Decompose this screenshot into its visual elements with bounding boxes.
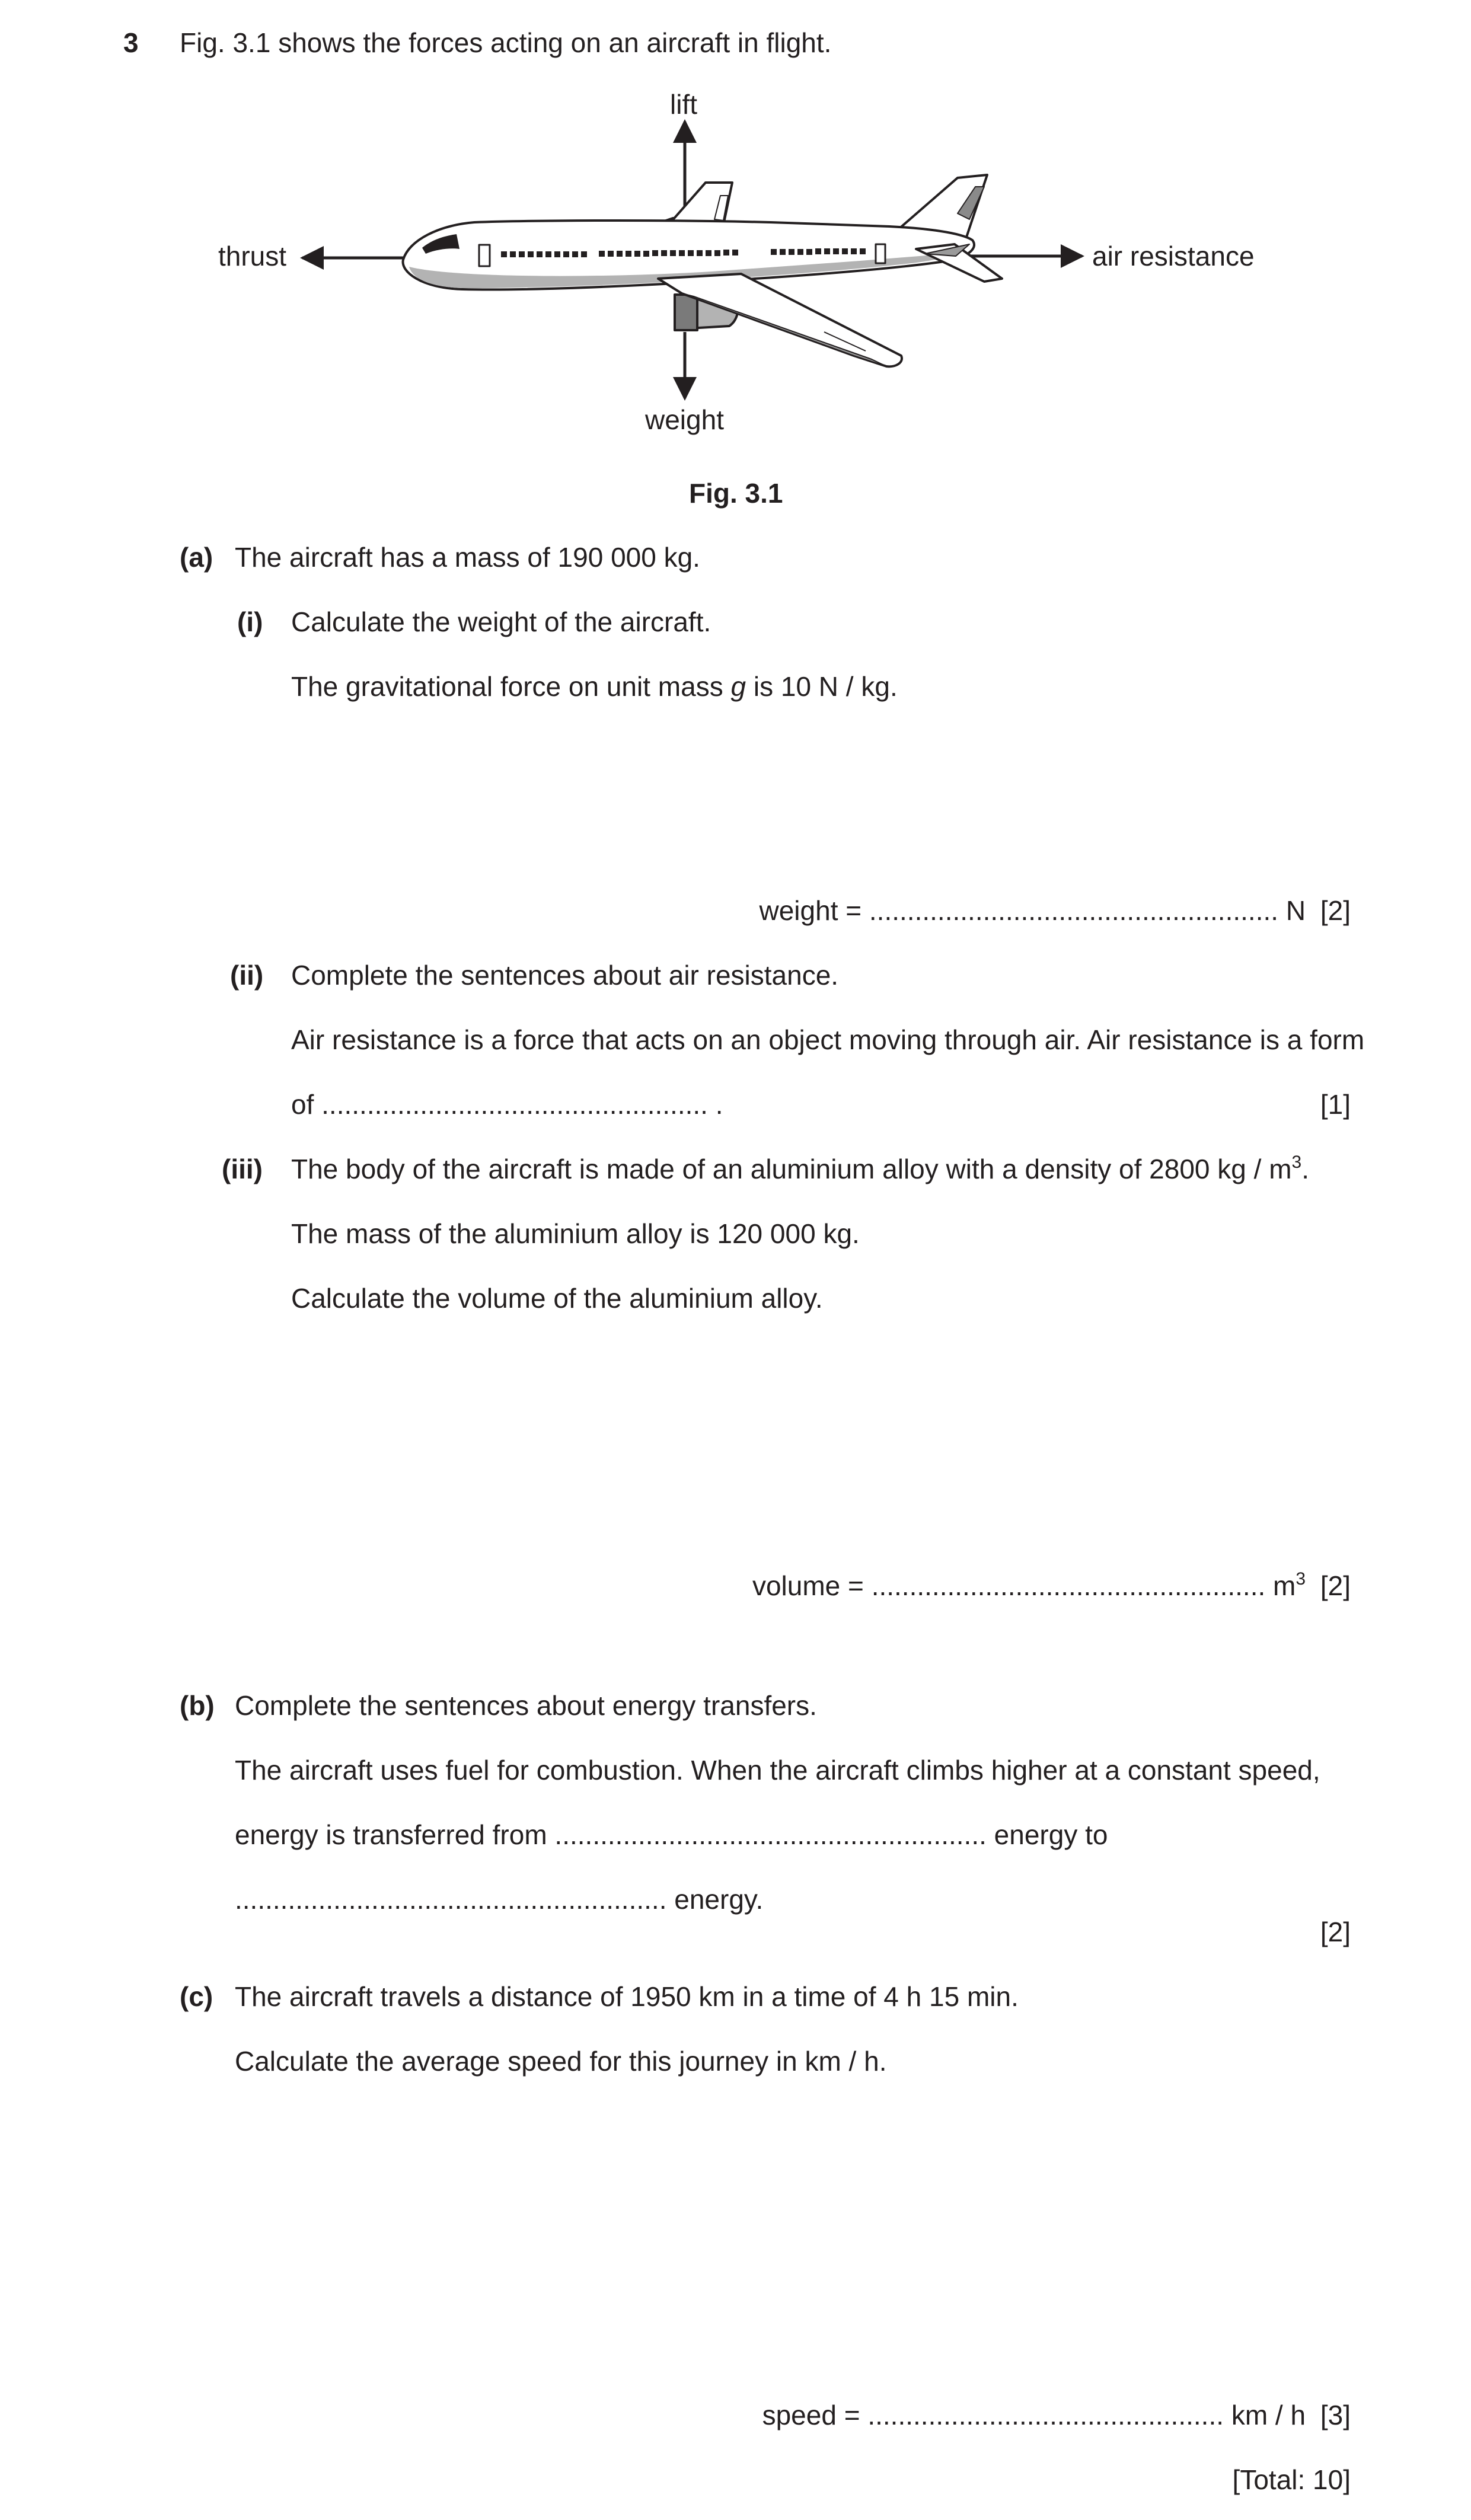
- part-c-line2: Calculate the average speed for this journey in km / h.: [235, 2046, 887, 2077]
- weight-marks: [2]: [1320, 895, 1351, 926]
- lift-label: lift: [670, 89, 697, 120]
- air-resistance-label: air resistance: [1092, 241, 1255, 272]
- part-a-stem: The aircraft has a mass of 190 000 kg.: [235, 542, 700, 573]
- part-a-ii-line2[interactable]: of ................................................... .: [291, 1089, 723, 1120]
- part-a-i-given: The gravitational force on unit mass g is 10 N / kg.: [291, 671, 898, 702]
- volume-answer-line: [752, 1569, 1351, 1602]
- question-intro: Fig. 3.1 shows the forces acting on an aircraft in flight.: [180, 27, 832, 58]
- part-c-text: The aircraft travels a distance of 1950 km in a time of 4 h 15 min.: [235, 1981, 1019, 2012]
- part-a-iii-line2: The mass of the aluminium alloy is 120 000 kg.: [291, 1218, 860, 1249]
- volume-answer-label: volume =: [752, 1570, 864, 1601]
- volume-unit: $m^3$: [1273, 1569, 1306, 1601]
- part-b-line1: The aircraft uses fuel for combustion. When the aircraft climbs higher at a constant speed,: [235, 1755, 1320, 1786]
- weight-unit: N: [1285, 895, 1306, 926]
- speed-answer-line: [762, 2398, 1351, 2432]
- part-a-ii-label: (ii): [230, 960, 264, 991]
- speed-answer-label: speed =: [762, 2400, 860, 2430]
- part-b-label: (b): [180, 1690, 215, 1721]
- aircraft-icon: [403, 175, 1002, 366]
- aircraft-forces-diagram: [0, 0, 1471, 474]
- part-b-line2[interactable]: energy is transferred from ......................................................... energy to: [235, 1819, 1108, 1850]
- part-a-ii-marks: [1]: [1320, 1089, 1351, 1120]
- speed-answer-space[interactable]: ...............................................: [867, 2400, 1224, 2430]
- part-c-label: (c): [180, 1981, 213, 2012]
- part-b-line3[interactable]: ......................................................... energy.: [235, 1884, 764, 1915]
- part-a-ii-line1: Air resistance is a force that acts on an object moving through air. Air resistance is a form: [291, 1024, 1365, 1055]
- part-b-marks: [2]: [1320, 1917, 1351, 1947]
- question-number: 3: [123, 27, 139, 58]
- part-a-ii-text: Complete the sentences about air resistance.: [291, 960, 839, 991]
- speed-unit: km / h: [1231, 2400, 1306, 2430]
- volume-answer-space[interactable]: ....................................................: [871, 1570, 1266, 1601]
- weight-answer-line: [760, 894, 1351, 927]
- part-a-iii-line3: Calculate the volume of the aluminium alloy.: [291, 1283, 823, 1314]
- part-b-text: Complete the sentences about energy transfers.: [235, 1690, 817, 1721]
- part-a-label: (a): [180, 542, 213, 573]
- part-a-iii-text: The body of the aircraft is made of an aluminium alloy with a density of 2800 kg / $m^3$.: [291, 1152, 1309, 1184]
- weight-answer-space[interactable]: ......................................................: [869, 895, 1279, 926]
- thrust-label: thrust: [218, 241, 287, 272]
- part-a-i-text: Calculate the weight of the aircraft.: [291, 606, 711, 637]
- speed-marks: [3]: [1320, 2400, 1351, 2430]
- total-marks: [Total: 10]: [1232, 2464, 1351, 2495]
- weight-label: weight: [645, 404, 724, 435]
- volume-marks: [2]: [1320, 1570, 1351, 1601]
- part-a-i-label: (i): [237, 606, 263, 637]
- figure-caption: Fig. 3.1: [689, 478, 783, 509]
- weight-answer-label: weight =: [759, 895, 862, 926]
- part-a-iii-label: (iii): [222, 1154, 263, 1184]
